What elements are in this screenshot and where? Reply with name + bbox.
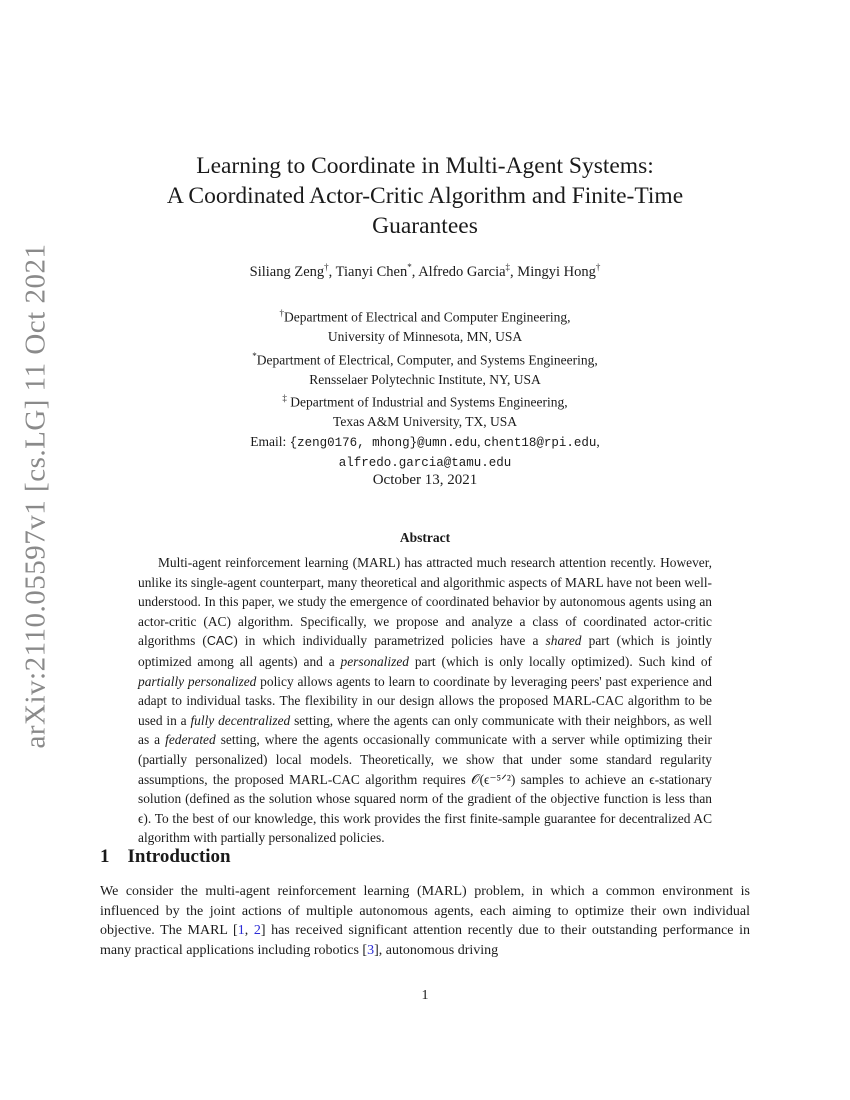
author-list: Siliang Zeng†, Tianyi Chen*, Alfredo Garcia‡, Mingyi Hong† [249,262,601,280]
abstract-text: samples to achieve an ϵ-stationary solution (defined as the solution whose squared norm of the gradient of the objective function is less than ϵ). To the best of our knowledge, this work provides the first finite-sample guarantee for decentralized AC algorithm with partially personalized policies. [138,771,712,846]
abstract-body [138,553,712,848]
arxiv-stamp-text: arXiv:2110.05597v1 [cs.LG] 11 Oct 2021 [19,243,52,749]
author-mark: † [595,262,601,272]
affiliation-dept [0,304,850,327]
abstract-text: ) in which individually parametrized policies have a [233,633,546,649]
page-number: 1 [421,988,429,1003]
author: Tianyi Chen [335,263,408,280]
emph-federated: federated [165,732,216,748]
intro-text: , [244,923,254,939]
emph-fully-decentralized: fully decentralized [190,712,291,728]
abstract-text: part (which is only locally optimized). Such kind of [408,653,712,669]
email-line-1 [0,432,850,454]
citation-link[interactable]: 2 [253,923,261,939]
section-heading [100,846,231,868]
abstract-text: part (which is jointly optimized among all agents) and a [138,633,712,669]
author-mark: * [407,262,412,272]
emph-shared: shared [545,633,582,649]
title-line-3: Guarantees [372,213,478,239]
section-title: Introduction [127,846,231,867]
affiliation-inst: Rensselaer Polytechnic Institute, NY, USA [309,371,541,387]
email-sep: , [477,434,484,450]
email-comma: , [596,434,600,450]
abstract-text: setting, where the agents occasionally communicate with a server while optimizing their (partially personalized) local models. Theoretically, we show that under some standard regularity assumptions, the proposed MARL-CAC algorithm requires [138,732,712,787]
paper-title [0,151,850,241]
email-label: Email: [250,434,290,450]
citation-link[interactable]: 1 [237,923,245,939]
author: Siliang Zeng [249,263,325,280]
title-line-1: Learning to Coordinate in Multi-Agent Systems: [196,153,654,179]
author-mark: † [324,262,329,272]
abstract-heading: Abstract [399,530,451,545]
email-line-2: alfredo.garcia@tamu.edu [338,455,512,470]
abstract-text: Multi-agent reinforcement learning (MARL) has attracted much research attention recently. However, unlike its single-agent counterpart, many theoretical and algorithmic aspects of MARL have not been well-understood. In this paper, we study the emergence of coordinated behavior by autonomous agents using an actor-critic (AC) algorithm. Specifically, we propose and analyze a class of coordinated actor-critic algorithms ( [138,555,712,649]
author: Alfredo Garcia [418,263,506,280]
intro-paragraph [100,882,750,960]
complexity-formula: 𝒪(ϵ⁻⁵ᐟ²) [471,771,516,787]
email-rpi: chent18@rpi.edu [483,436,597,451]
emph-partially-personalized: partially personalized [138,673,257,689]
author: Mingyi Hong [517,263,596,280]
affil-mark: * [252,350,257,361]
paper-date: October 13, 2021 [372,472,478,488]
citation-link[interactable]: 3 [367,942,375,958]
title-line-2: A Coordinated Actor-Critic Algorithm and Finite-Time [166,183,684,209]
section-number: 1 [100,846,110,867]
affil-dept-text: Department of Industrial and Systems Engineering, [286,394,568,410]
affiliation-inst: University of Minnesota, MN, USA [327,329,523,345]
affil-dept-text: Department of Electrical and Computer Engineering, [284,309,571,325]
intro-text: We consider the multi-agent reinforcement learning (MARL) problem, in which a common environment is influenced by the joint actions of multiple autonomous agents, each aiming to optimize their own individual objective. The MARL [ [100,884,750,939]
intro-text: ], autonomous driving [374,942,499,958]
affil-mark: † [279,308,285,318]
email-umn: {zeng0176, mhong}@umn.edu [289,436,478,451]
cac-term: CAC [206,634,234,649]
abstract-text: setting, where the agents can only communicate with their neighbors, as well as a [138,712,712,748]
abstract-text: policy allows agents to learn to coordinate by leveraging peers' past experience and adapt to individual tasks. The flexibility in our design allows the proposed MARL-CAC algorithm to be used in a [138,673,712,728]
affil-dept-text: Department of Electrical, Computer, and Systems Engineering, [256,352,598,368]
intro-text: ] has received significant attention recently due to their outstanding performance in many practical applications including robotics [ [100,923,751,958]
affil-mark: ‡ [282,393,287,404]
affiliation-dept [0,389,850,412]
affiliation-dept [0,347,850,370]
emph-personalized: personalized [340,653,409,669]
affiliations [0,304,850,473]
affiliation-inst: Texas A&M University, TX, USA [333,414,517,430]
author-mark: ‡ [505,262,511,272]
